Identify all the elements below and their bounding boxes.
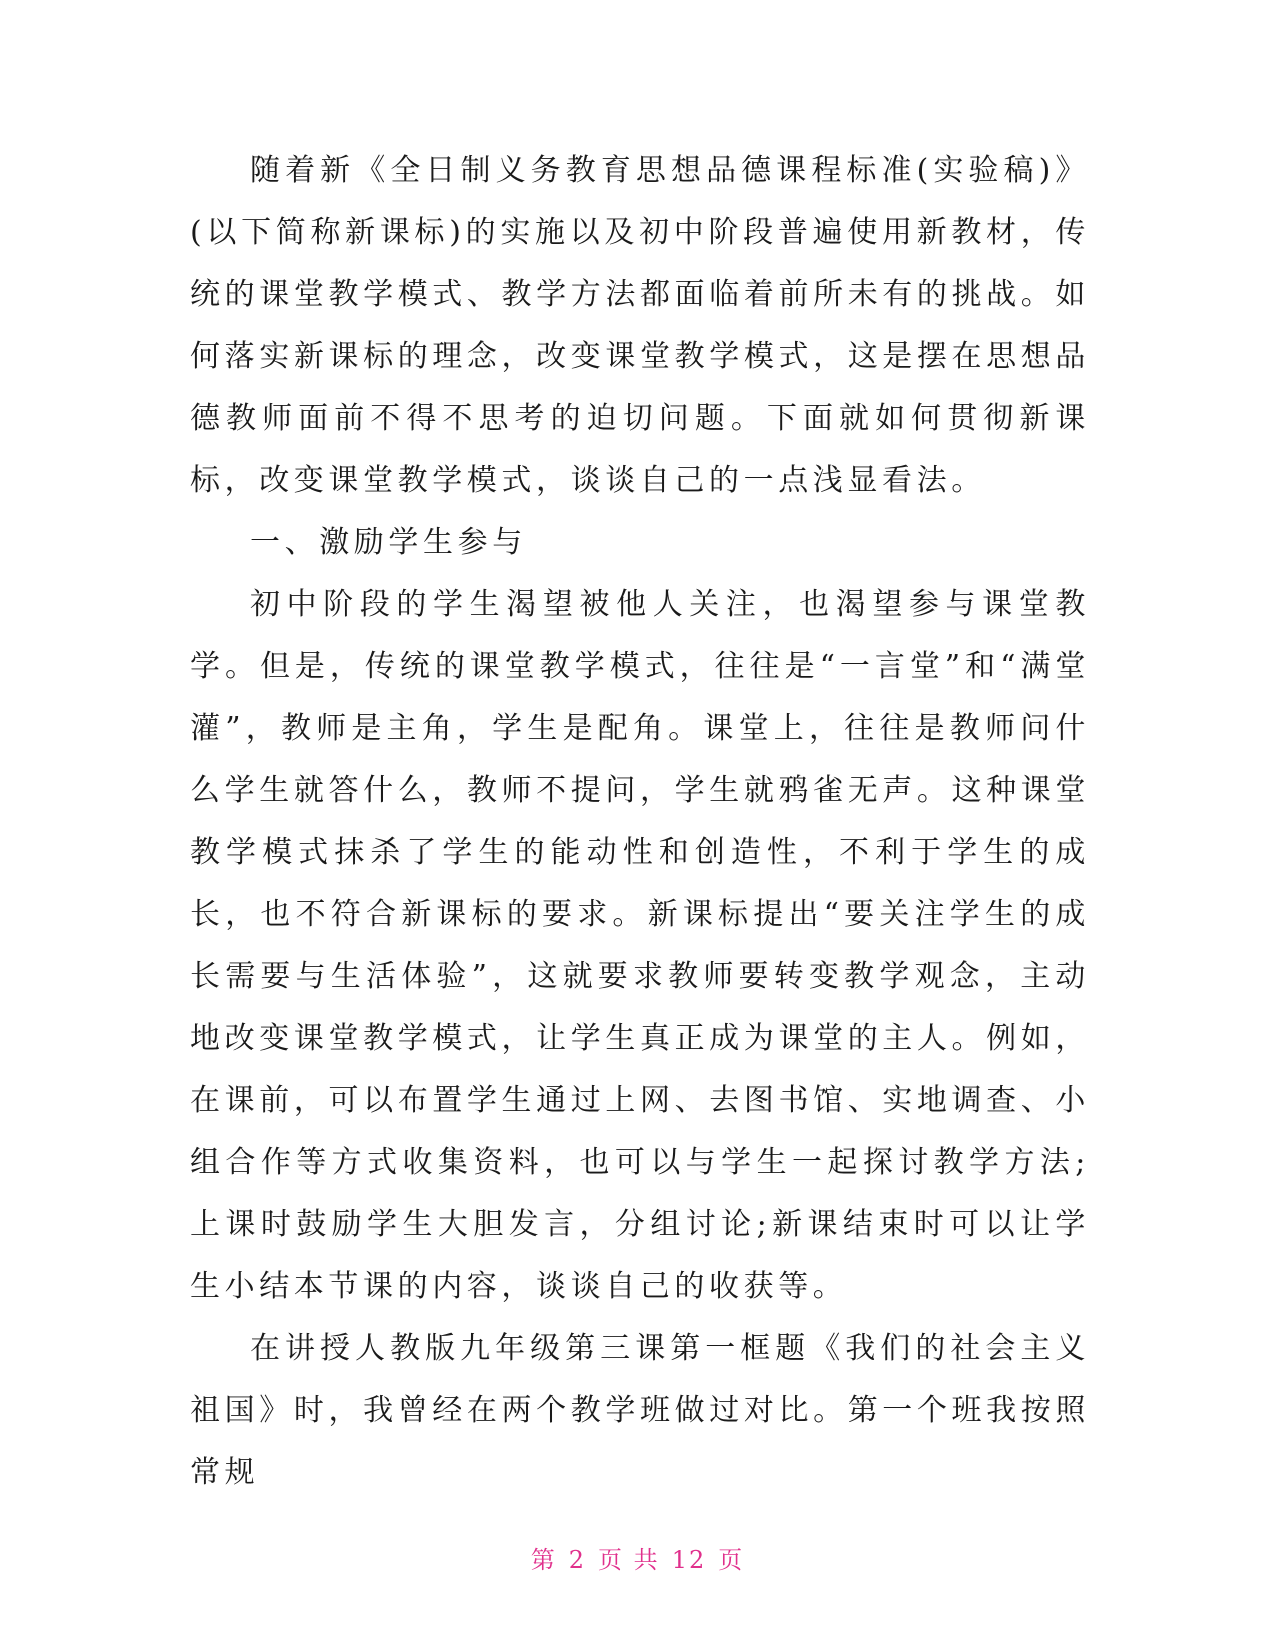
- paragraph-intro: 随着新《全日制义务教育思想品德课程标准(实验稿)》(以下简称新课标)的实施以及初中阶段普遍使用新教材，传统的课堂教学模式、教学方法都面临着前所未有的挑战。如何落实新课标的理念，改变课堂教学模式，这是摆在思想品德教师面前不得不思考的迫切问题。下面就如何贯彻新课标，改变课堂教学模式，谈谈自己的一点浅显看法。: [190, 153, 1090, 498]
- footer-suffix: 页: [718, 1546, 745, 1574]
- page-footer: [0, 1540, 1275, 1575]
- document-body: [190, 140, 1090, 1504]
- footer-prefix: 第: [530, 1546, 557, 1574]
- footer-total-pages: 12: [671, 1546, 707, 1574]
- footer-middle: 页 共: [598, 1546, 660, 1574]
- section-heading: 一、激励学生参与: [250, 525, 527, 560]
- paragraph-example: 在讲授人教版九年级第三课第一框题《我们的社会主义祖国》时，我曾经在两个教学班做过对比。第一个班我按照常规: [190, 1331, 1090, 1490]
- paragraph-section-one: 初中阶段的学生渴望被他人关注，也渴望参与课堂教学。但是，传统的课堂教学模式，往往是“一言堂”和“满堂灌”，教师是主角，学生是配角。课堂上，往往是教师问什么学生就答什么，教师不提问，学生就鸦雀无声。这种课堂教学模式抹杀了学生的能动性和创造性，不利于学生的成长，也不符合新课标的要求。新课标提出“要关注学生的成长需要与生活体验”，这就要求教师要转变教学观念，主动地改变课堂教学模式，让学生真正成为课堂的主人。例如，在课前，可以布置学生通过上网、去图书馆、实地调查、小组合作等方式收集资料，也可以与学生一起探讨教学方法;上课时鼓励学生大胆发言，分组讨论;新课结束时可以让学生小结本节课的内容，谈谈自己的收获等。: [190, 587, 1090, 1304]
- footer-page-number: 2: [568, 1546, 587, 1574]
